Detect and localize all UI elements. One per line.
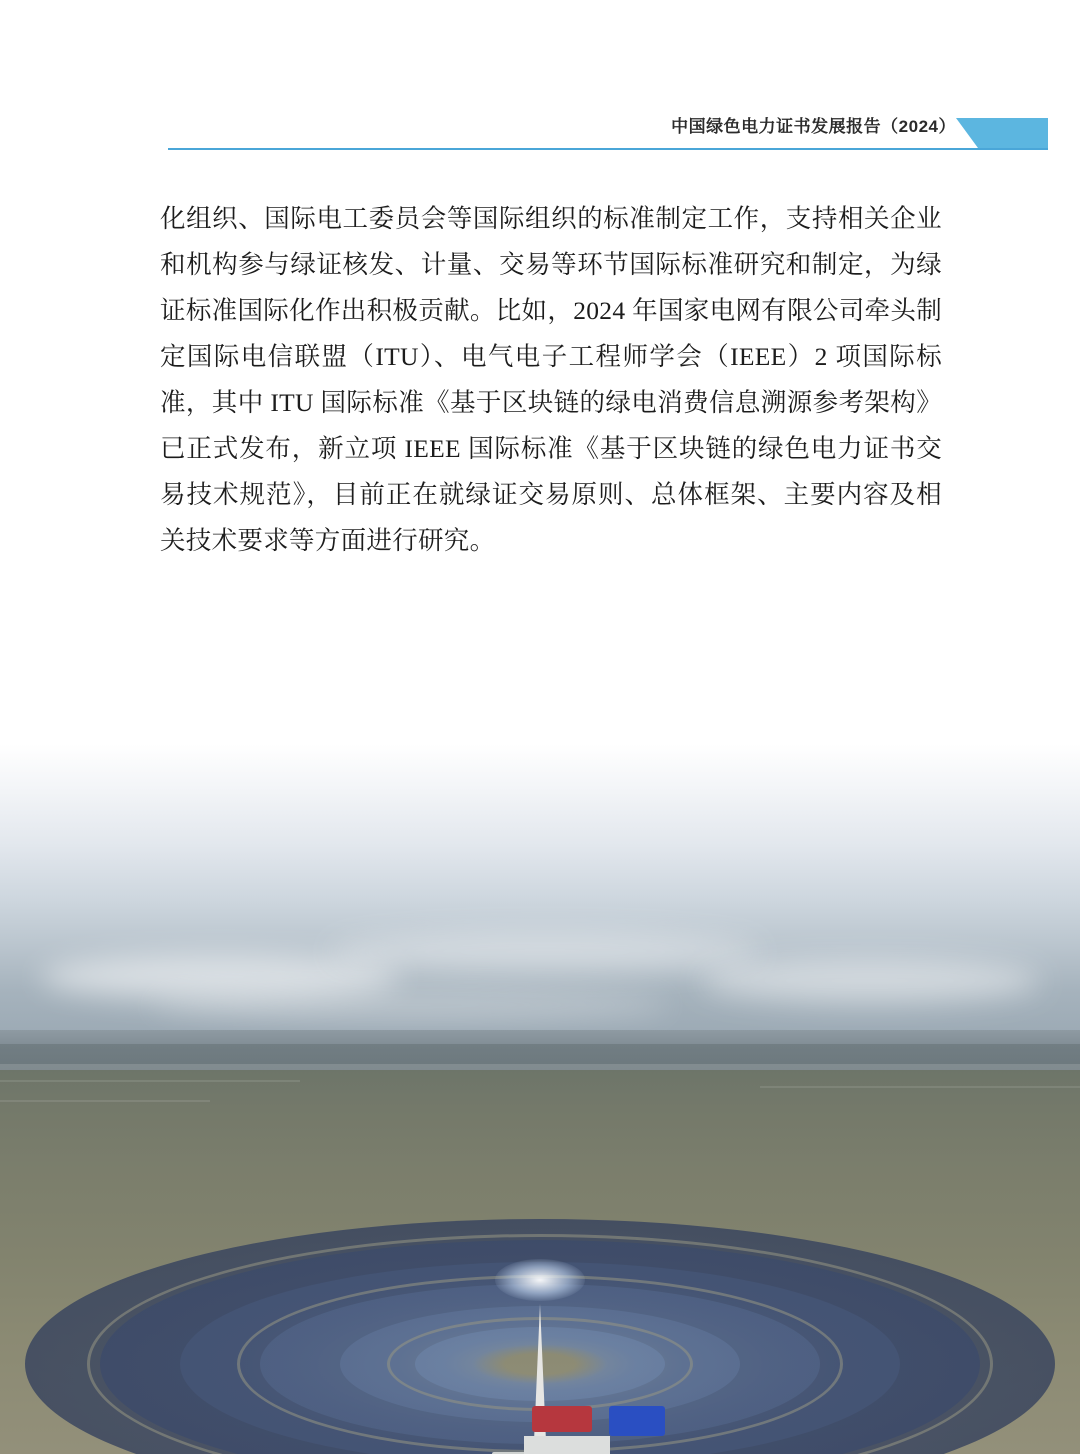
white-building <box>524 1436 610 1454</box>
receiver-glow <box>495 1259 585 1301</box>
body-text-block <box>160 196 942 564</box>
blue-roof-building <box>609 1406 665 1436</box>
photo-ground-streak <box>760 1086 1080 1088</box>
photo-cloud <box>330 932 760 972</box>
header-title: 中国绿色电力证书发展报告（2024） <box>671 117 956 136</box>
photo-cloud <box>700 959 1040 1003</box>
body-paragraph: 化组织、国际电工委员会等国际组织的标准制定工作，支持相关企业和机构参与绿证核发、计量、交易等环节国际标准研究和制定，为绿证标准国际化作出积极贡献。比如，2024 年国家电网有限公司牵头制定国际电信联盟（ITU）、电气电子工程师学会（IEEE）2 项国际标准，其中 ITU 国际标准《基于区块链的绿电消费信息溯源参考架构》已正式发布，新立项 IEEE 国际标准《基于区块链的绿色电力证书交易技术规范》，目前正在就绿证交易原则、总体框架、主要内容及相关技术要求等方面进行研究。 <box>160 204 942 555</box>
header-accent-shape <box>956 118 1048 148</box>
figure-photo-solar-tower-plant <box>0 744 1080 1454</box>
red-roof-building <box>532 1406 592 1432</box>
photo-ground-streak <box>0 1080 300 1082</box>
page-header <box>0 104 1080 154</box>
photo-ground-streak <box>0 1100 210 1102</box>
photo-cloud <box>150 990 670 1020</box>
header-divider <box>168 148 1048 150</box>
